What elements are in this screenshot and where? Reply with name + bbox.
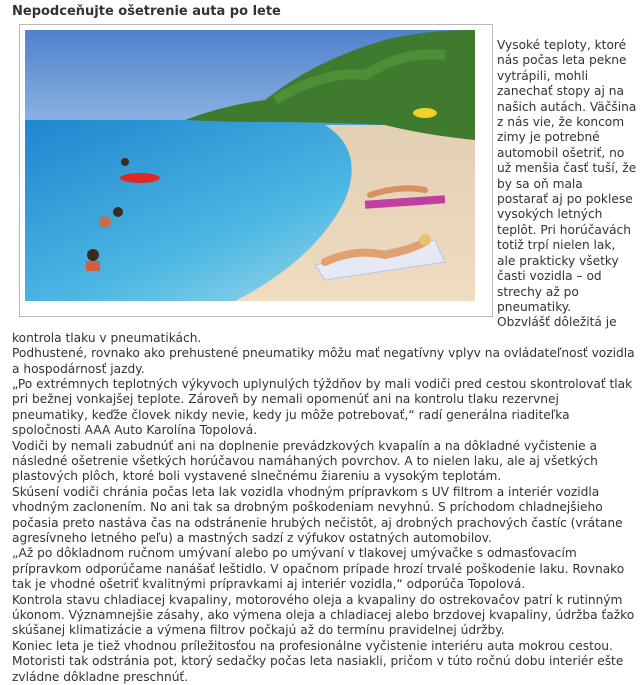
article-intro: Vysoké teploty, ktoré nás počas leta pekne vytrápili, mohli zanechať stopy aj na našich autách. Väčšina z nás vie, že koncom zimy je potrebné automobil ošetriť, no už menšia časť tuší, že by sa oň mala postarať aj po poklese vysokých letných teplôt. Pri horúčavách totiž trpí nielen lak, ale prakticky všetky časti vozidla – od strechy až po pneumatiky. [497, 38, 637, 314]
article-paragraph: Obzvlášť dôležitá je kontrola tlaku v pneumatikách. [12, 315, 617, 345]
article-title: Nepodceňujte ošetrenie auta po lete [12, 4, 281, 19]
beach-photo [25, 30, 475, 301]
red-float [120, 173, 160, 183]
article-paragraph: Koniec leta je tiež vhodnou príležitosťou na profesionálne vyčistenie interiéru auta mokrou cestou. Motoristi tak odstránia pot, ktorý sedačky počas leta nasiakli, pričom v túto ročnú dobu interiér ešte zvládne dôkladne preschnúť. [12, 638, 624, 684]
umbrella [413, 108, 437, 118]
article-paragraph: Podhustené, rovnako ako prehustené pneumatiky môžu mať negatívny vplyv na ovládateľnosť vozidla a hospodárnosť jazdy. [12, 346, 635, 376]
article-image-frame [19, 24, 493, 317]
article-paragraph: Kontrola stavu chladiacej kvapaliny, motorového oleja a kvapaliny do ostrekovačov patrí k rutinným úkonom. Významnejšie zásahy, ako výmena oleja a chladiacej alebo brzdovej kvapaliny, údržba ťažko skúšanej klimatizácie a výmena filtrov počkajú až do termínu pravidelnej údržby. [12, 592, 635, 638]
article-paragraph: „Až po dôkladnom ručnom umývaní alebo po umývaní v tlakovej umývačke s odmasťovacím prípravkom odporúčame nanášať leštidlo. V opačnom prípade hrozí trvalé poškodenie laku. Rovnako tak je vhodné ošetriť kvalitnými prípravkami aj interiér vozidla,“ odporúča Topolová. [12, 546, 625, 592]
article-paragraph: Vodiči by nemali zabudnúť ani na doplnenie prevádzkových kvapalín a na dôkladné vyčistenie a následné ošetrenie všetkých horúčavou namáhaných povrchov. A to nielen laku, ale aj všetkých plastových plôch, ktoré boli vystavené slnečnému žiareniu a vysokým teplotám. [12, 438, 598, 484]
article-paragraph: Skúsení vodiči chránia počas leta lak vozidla vhodným prípravkom s UV filtrom a interiér vozidla vhodným zaclonením. No ani tak sa drobným poškodeniam nevyhnú. S príchodom chladnejšieho počasia preto nastáva čas na odstránenie hrubých nečistôt, aj drobných prachových častíc (vrátane agresívneho letného peľu) a mastných sadzí z výfukov ostatných automobilov. [12, 484, 623, 545]
article-paragraph: „Po extrémnych teplotných výkyvoch uplynulých týždňov by mali vodiči pred cestou skontrolovať tlak pri bežnej vonkajšej teplote. Zároveň by nemali opomenúť ani na kontrolu tlaku rezervnej pneumatiky, keďže človek nikdy nevie, kedy ju môže potrebovať,“ radí generálna riaditeľka spoločnosti AAA Auto Karolína Topolová. [12, 376, 633, 438]
